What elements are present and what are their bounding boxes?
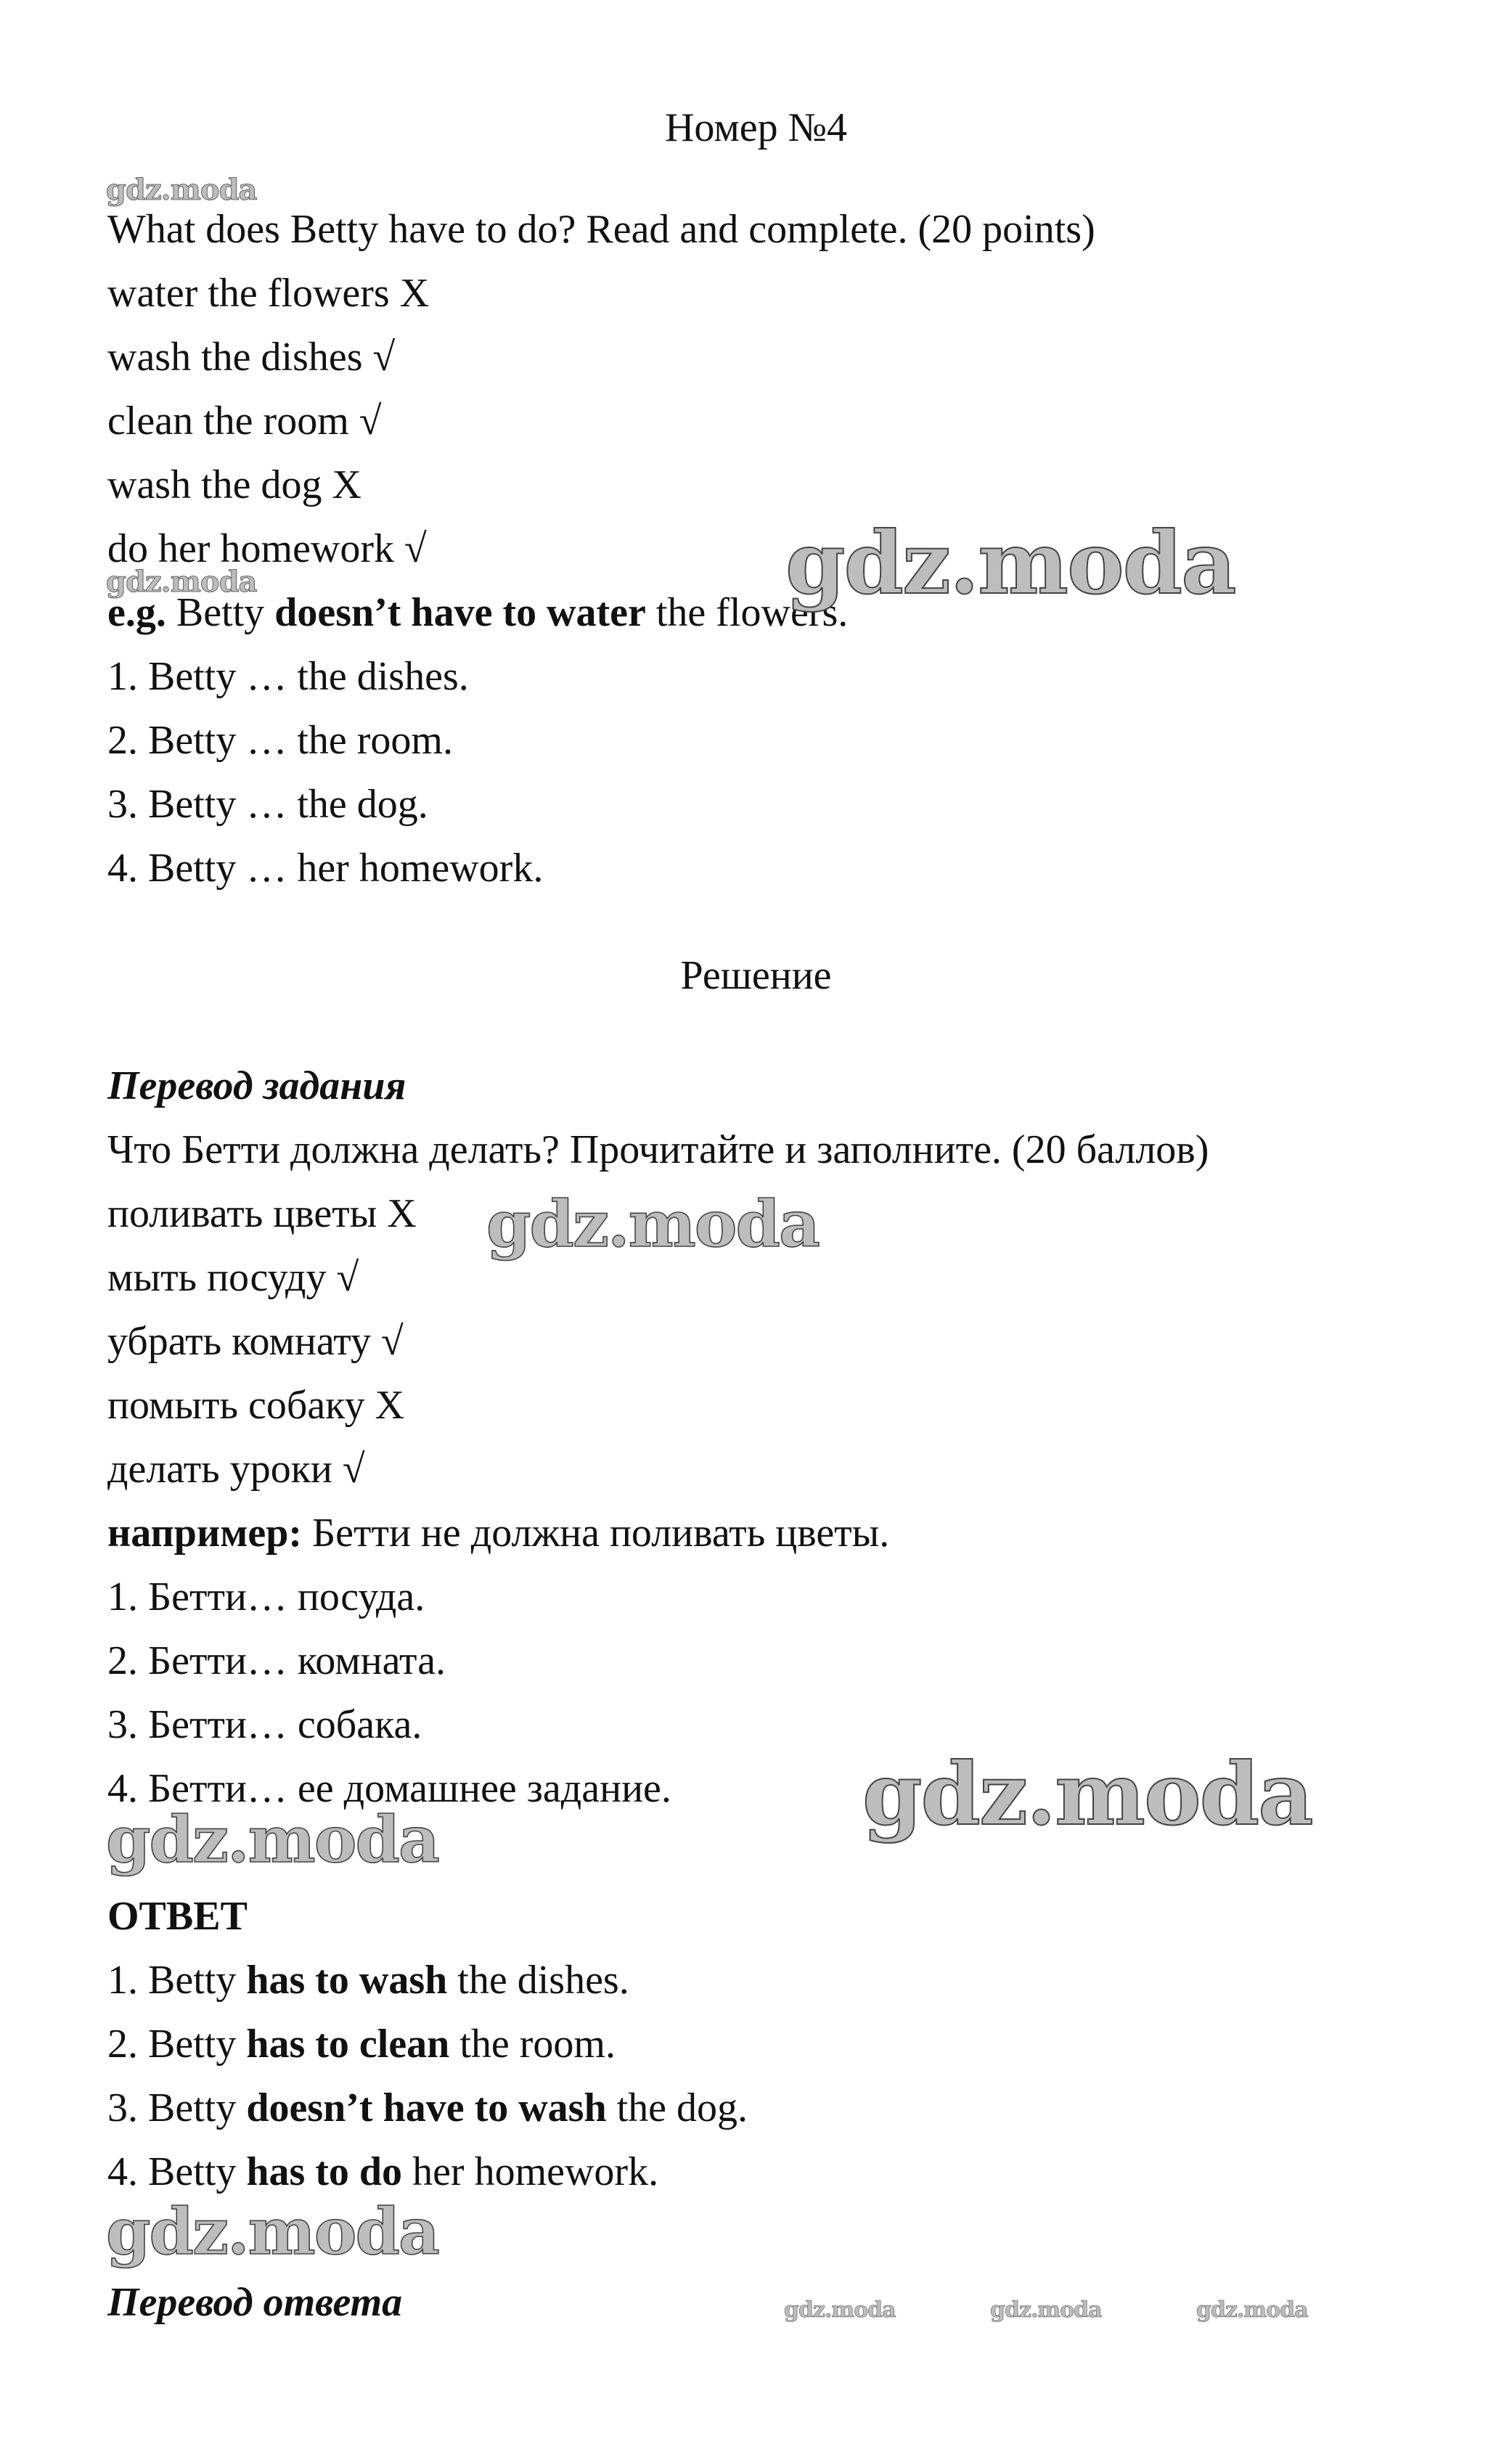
translation-item: помыть собаку X (107, 1383, 405, 1428)
watermark: gdz.moda (106, 2194, 439, 2269)
answer-line (107, 2085, 748, 2131)
translation-item: мыть посуду √ (107, 1255, 359, 1300)
answer-pre: 2. Betty (107, 2022, 247, 2067)
answer-post: the room. (449, 2022, 616, 2067)
translation-item: делать уроки √ (107, 1447, 365, 1492)
answer-pre: 4. Betty (107, 2149, 247, 2194)
translation-sentence: 3. Бетти… собака. (107, 1702, 422, 1747)
translation-example (107, 1510, 889, 1556)
watermark: gdz.moda (785, 512, 1235, 613)
watermark: gdz.moda (862, 1744, 1312, 1844)
watermark: gdz.moda (990, 2297, 1102, 2323)
translation-item: поливать цветы X (107, 1191, 417, 1236)
translation-sentence: 4. Бетти… ее домашнее задание. (107, 1766, 671, 1811)
answer-post: her homework. (402, 2149, 659, 2194)
task-item: do her homework √ (107, 526, 427, 571)
watermark: gdz.moda (106, 565, 257, 599)
answer-bold: has to do (246, 2149, 403, 2194)
example-post: the flowers. (645, 590, 849, 635)
answer-translation-heading: Перевод ответа (107, 2280, 403, 2325)
watermark: gdz.moda (106, 1802, 439, 1877)
translation-example-label: например: (107, 1511, 302, 1556)
answer-line (107, 2149, 658, 2195)
task-sentence: 1. Betty … the dishes. (107, 654, 469, 699)
solution-heading: Решение (680, 953, 832, 998)
answer-line (107, 2021, 616, 2067)
page-title: Номер №4 (664, 105, 848, 150)
answer-line (107, 1957, 629, 2003)
translation-heading: Перевод задания (107, 1063, 406, 1108)
task-item: clean the room √ (107, 399, 382, 444)
answer-pre: 1. Betty (107, 1958, 247, 2003)
answer-bold: has to clean (246, 2022, 450, 2067)
translation-example-text: Бетти не должна поливать цветы. (302, 1511, 890, 1556)
answer-bold: doesn’t have to wash (246, 2085, 607, 2130)
watermark: gdz.moda (1196, 2297, 1308, 2323)
translation-sentence: 1. Бетти… посуда. (107, 1574, 425, 1619)
translation-prompt: Что Бетти должна делать? Прочитайте и заполните. (20 баллов) (107, 1127, 1209, 1172)
watermark: gdz.moda (784, 2297, 896, 2323)
answer-post: the dishes. (447, 1958, 629, 2003)
example-label: e.g. (107, 590, 166, 635)
task-item: wash the dishes √ (107, 335, 396, 380)
answer-heading: ОТВЕТ (107, 1894, 248, 1939)
translation-item: убрать комнату √ (107, 1319, 404, 1364)
answer-post: the dog. (606, 2085, 748, 2130)
translation-sentence: 2. Бетти… комната. (107, 1638, 446, 1683)
task-sentence: 2. Betty … the room. (107, 718, 453, 763)
task-sentence: 3. Betty … the dog. (107, 782, 428, 827)
watermark: gdz.moda (106, 173, 257, 207)
task-prompt: What does Betty have to do? Read and complete. (20 points) (107, 207, 1095, 252)
example-bold: doesn’t have to water (274, 590, 646, 635)
task-item: wash the dog X (107, 462, 361, 507)
task-sentence: 4. Betty … her homework. (107, 846, 544, 891)
example-pre: Betty (165, 590, 275, 635)
task-item: water the flowers X (107, 271, 430, 316)
answer-pre: 3. Betty (107, 2085, 247, 2130)
answer-bold: has to wash (246, 1958, 448, 2003)
watermark: gdz.moda (486, 1186, 820, 1262)
